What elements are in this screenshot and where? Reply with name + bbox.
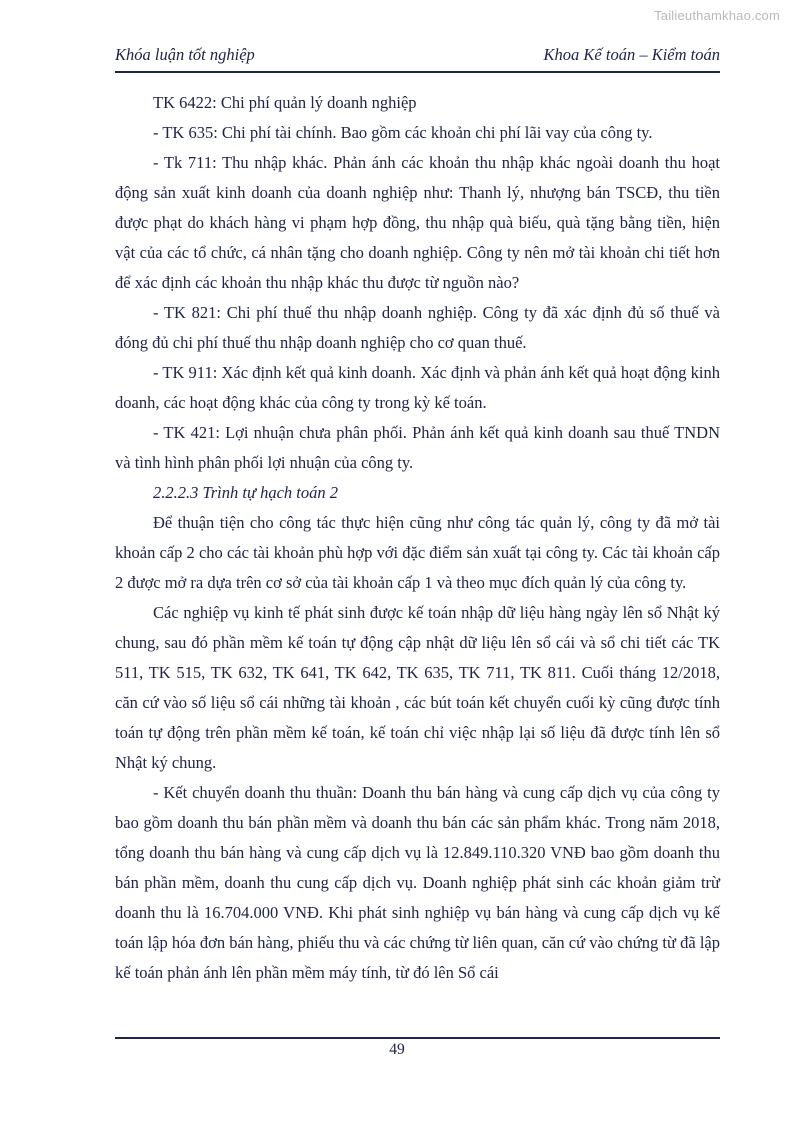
document-body [115,88,720,988]
header-right-title: Khoa Kế toán – Kiểm toán [543,45,720,64]
paragraph-ket-chuyen-doanh-thu: - Kết chuyển doanh thu thuần: Doanh thu bán hàng và cung cấp dịch vụ của công ty bao gồm doanh thu bán phần mềm và doanh thu bán các sản phẩm khác. Trong năm 2018, tổng doanh thu bán hàng và cung cấp dịch vụ là 12.849.110.320 VNĐ bao gồm doanh thu bán phần mềm, doanh thu cung cấp dịch vụ. Doanh nghiệp phát sinh các khoản giảm trừ doanh thu là 16.704.000 VNĐ. Khi phát sinh nghiệp vụ bán hàng và cung cấp dịch vụ kế toán lập hóa đơn bán hàng, phiếu thu và các chứng từ liên quan, căn cứ vào chứng từ đã lập kế toán phản ánh lên phần mềm máy tính, từ đó lên Sổ cái [115,783,720,982]
paragraph-tk911: - TK 911: Xác định kết quả kinh doanh. Xác định và phản ánh kết quả hoạt động kinh doanh, các hoạt động khác của công ty trong kỳ kế toán. [115,363,720,412]
page-header [115,44,720,73]
paragraph-tai-khoan-cap-2: Để thuận tiện cho công tác thực hiện cũng như công tác quản lý, công ty đã mở tài khoản cấp 2 cho các tài khoản phù hợp với đặc điểm sản xuất tại công ty. Các tài khoản cấp 2 được mở ra dựa trên cơ sở của tài khoản cấp 1 và theo mục đích quản lý của công ty. [115,513,720,592]
paragraph-tk6422: TK 6422: Chi phí quản lý doanh nghiệp [153,93,417,112]
section-heading-2-2-2-3: 2.2.2.3 Trình tự hạch toán 2 [153,483,339,502]
footer-rule [115,1037,720,1039]
watermark-text: Tailieuthamkhao.com [654,8,780,23]
paragraph-tk711: - Tk 711: Thu nhập khác. Phản ánh các khoản thu nhập khác ngoài doanh thu hoạt động sản xuất kinh doanh của doanh nghiệp như: Thanh lý, nhượng bán TSCĐ, thu tiền được phạt do khách hàng vi phạm hợp đồng, thu nhập quà biếu, quà tặng bằng tiền, hiện vật của các tổ chức, cá nhân tặng cho doanh nghiệp. Công ty nên mở tài khoản chi tiết hơn để xác định các khoản thu nhập khác thu được từ nguồn nào? [115,153,720,292]
paragraph-tk821: - TK 821: Chi phí thuế thu nhập doanh nghiệp. Công ty đã xác định đủ số thuế và đóng đủ chi phí thuế thu nhập doanh nghiệp cho cơ quan thuế. [115,303,720,352]
paragraph-tk635: - TK 635: Chi phí tài chính. Bao gồm các khoản chi phí lãi vay của công ty. [153,123,653,142]
paragraph-tk421: - TK 421: Lợi nhuận chưa phân phối. Phản ánh kết quả kinh doanh sau thuế TNDN và tình hình phân phối lợi nhuận của công ty. [115,423,720,472]
page-number: 49 [389,1041,405,1058]
paragraph-nghiep-vu-kinh-te: Các nghiệp vụ kinh tế phát sinh được kế toán nhập dữ liệu hàng ngày lên sổ Nhật ký chung, sau đó phần mềm kế toán tự động cập nhật dữ liệu lên sổ cái và sổ chi tiết các TK 511, TK 515, TK 632, TK 641, TK 642, TK 635, TK 711, TK 811. Cuối tháng 12/2018, căn cứ vào số liệu sổ cái những tài khoản , các bút toán kết chuyển cuối kỳ cũng được tính toán tự động trên phần mềm kế toán, kế toán chỉ việc nhập lại số liệu đã được tính lên sổ Nhật ký chung. [115,603,720,772]
header-left-title: Khóa luận tốt nghiệp [115,45,255,64]
